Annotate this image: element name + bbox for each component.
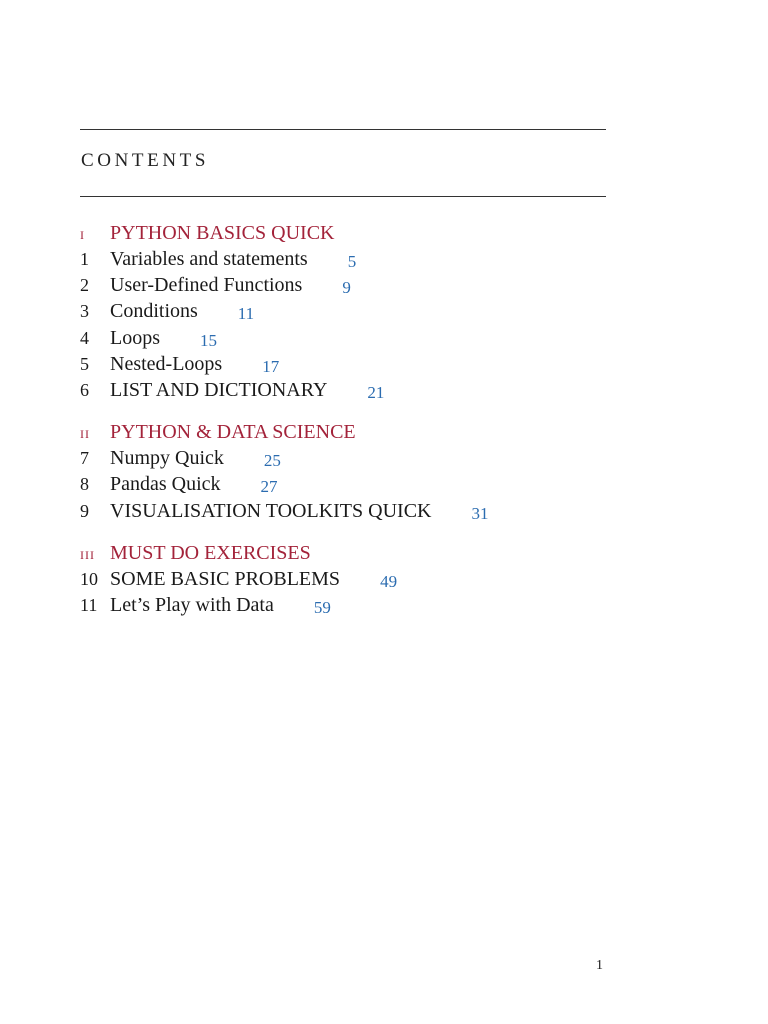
chapter-title: User-Defined Functions — [110, 274, 303, 297]
part-number: I — [80, 228, 85, 242]
chapter-title: Conditions — [110, 300, 198, 323]
bottom-rule — [80, 196, 606, 197]
part-spacer — [80, 403, 640, 419]
part-title: MUST DO EXERCISES — [110, 541, 311, 564]
chapter-title: LIST AND DICTIONARY — [110, 378, 328, 401]
chapter-page-link[interactable]: 11 — [237, 304, 255, 324]
toc-chapter-11[interactable] — [80, 592, 640, 618]
toc-part-1[interactable] — [80, 220, 640, 246]
chapter-number: 5 — [80, 353, 89, 374]
chapter-title: Let’s Play with Data — [110, 593, 274, 616]
part-spacer — [80, 524, 640, 540]
toc-chapter-10[interactable] — [80, 566, 640, 592]
table-of-contents — [80, 220, 640, 618]
toc-part-3[interactable] — [80, 540, 640, 566]
chapter-page-link[interactable]: 31 — [471, 503, 489, 523]
chapter-title: Variables and statements — [110, 248, 308, 270]
chapter-number: 2 — [80, 275, 89, 296]
toc-chapter-3[interactable] — [80, 298, 640, 324]
chapter-page-link[interactable]: 59 — [313, 597, 331, 617]
chapter-number: 8 — [80, 474, 89, 495]
toc-chapter-4[interactable] — [80, 325, 640, 351]
chapter-title: Nested-Loops — [110, 352, 223, 375]
toc-chapter-1[interactable] — [80, 246, 640, 272]
toc-part-2[interactable] — [80, 419, 640, 445]
chapter-number: 6 — [80, 379, 89, 400]
page-number: 1 — [596, 958, 603, 973]
chapter-title: SOME BASIC PROBLEMS — [110, 567, 341, 590]
chapter-page-link[interactable]: 15 — [200, 330, 217, 350]
chapter-title: Pandas Quick — [110, 473, 221, 496]
chapter-number: 3 — [80, 301, 89, 322]
chapter-page-link[interactable]: 21 — [367, 382, 385, 402]
toc-chapter-9[interactable] — [80, 498, 640, 524]
toc-chapter-5[interactable] — [80, 351, 640, 377]
part-number: III — [80, 547, 95, 562]
toc-chapter-2[interactable] — [80, 272, 640, 298]
part-title: PYTHON & DATA SCIENCE — [110, 421, 356, 444]
chapter-number: 10 — [80, 568, 98, 589]
toc-chapter-8[interactable] — [80, 471, 640, 497]
chapter-page-link[interactable]: 9 — [342, 278, 351, 298]
chapter-title: Numpy Quick — [110, 447, 224, 470]
part-number: II — [80, 427, 90, 442]
chapter-number: 11 — [80, 594, 98, 615]
top-rule — [80, 129, 606, 130]
part-title: PYTHON BASICS QUICK — [110, 222, 335, 244]
chapter-page-link[interactable]: 27 — [260, 477, 278, 497]
toc-chapter-6[interactable] — [80, 377, 640, 403]
page-title: CONTENTS — [81, 150, 210, 171]
chapter-number: 1 — [80, 249, 89, 269]
chapter-page-link[interactable]: 49 — [380, 571, 398, 591]
chapter-number: 9 — [80, 500, 89, 521]
chapter-title: Loops — [110, 326, 160, 349]
chapter-page-link[interactable]: 5 — [347, 252, 357, 271]
chapter-page-link[interactable]: 25 — [263, 451, 281, 471]
chapter-number: 4 — [80, 327, 89, 348]
chapter-page-link[interactable]: 17 — [262, 356, 280, 376]
chapter-number: 7 — [80, 448, 89, 469]
chapter-title: VISUALISATION TOOLKITS QUICK — [110, 499, 432, 522]
toc-chapter-7[interactable] — [80, 445, 640, 471]
